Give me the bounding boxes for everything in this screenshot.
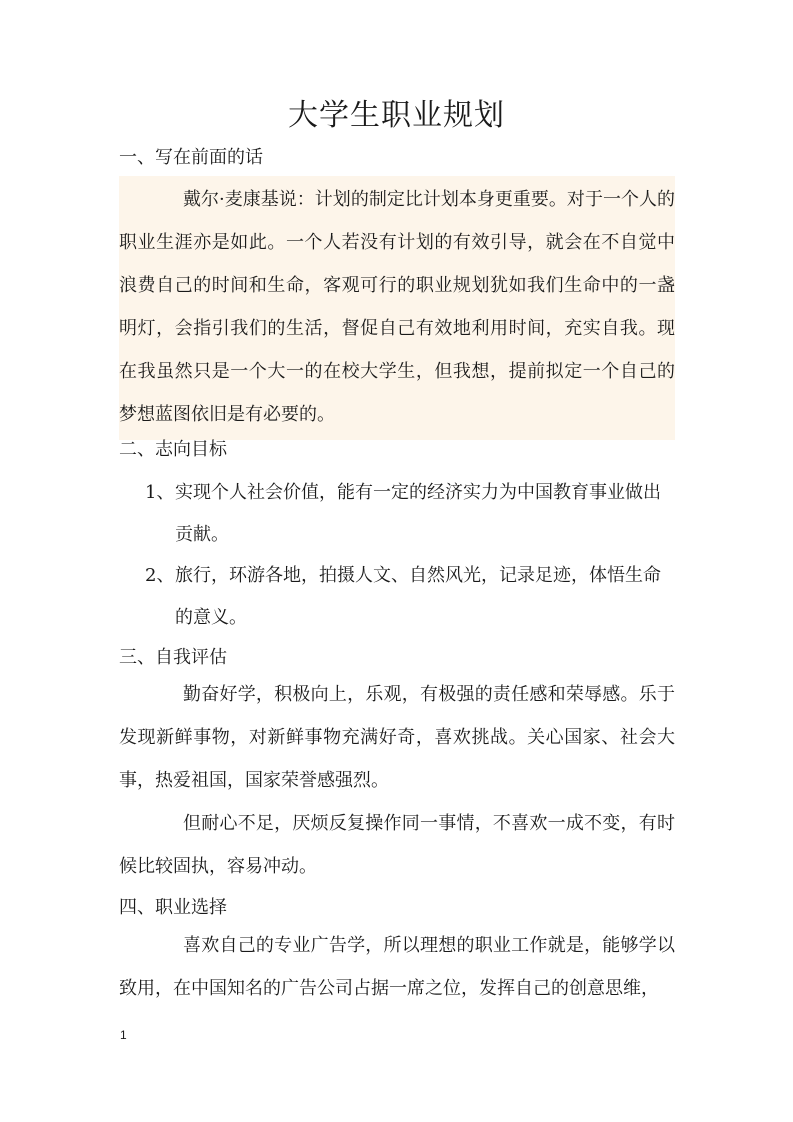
section-heading-career-choice: 四、职业选择 (119, 897, 227, 918)
goal-item-text: 实现个人社会价值，能有一定的经济实力为中国教育事业做出 (175, 482, 661, 503)
section-heading-intro: 一、写在前面的话 (119, 147, 263, 168)
section-heading-self-assessment: 三、自我评估 (119, 647, 227, 668)
goal-item-number: 2、 (145, 565, 175, 586)
career-choice-paragraph: 喜欢自己的专业广告学，所以理想的职业工作就是，能够学以致用，在中国知名的广告公司占据一席之位，发挥自己的创意思维， (119, 935, 675, 999)
goal-item-number: 1、 (145, 482, 175, 503)
self-assessment-strengths-paragraph: 勤奋好学，积极向上，乐观，有极强的责任感和荣辱感。乐于发现新鲜事物，对新鲜事物充满好奇，喜欢挑战。关心国家、社会大事，热爱祖国，国家荣誉感强烈。 (119, 684, 675, 791)
intro-paragraph: 戴尔·麦康基说：计划的制定比计划本身更重要。对于一个人的职业生涯亦是如此。一个人若没有计划的有效引导，就会在不自觉中浪费自己的时间和生命，客观可行的职业规划犹如我们生命中的一盏明灯，会指引我们的生活，督促自己有效地利用时间，充实自我。现在我虽然只是一个大一的在校大学生，但我想，提前拟定一个自己的梦想蓝图依旧是有必要的。 (119, 176, 675, 440)
goal-item-text-continued: 贡献。 (175, 524, 229, 545)
self-assessment-weaknesses-paragraph: 但耐心不足，厌烦反复操作同一事情，不喜欢一成不变，有时候比较固执，容易冲动。 (119, 813, 675, 877)
document-title: 大学生职业规划 (288, 98, 505, 133)
goal-item-text: 旅行，环游各地，拍摄人文、自然风光，记录足迹，体悟生命 (175, 565, 661, 586)
page-number: 1 (120, 1028, 127, 1042)
goal-item-1 (145, 472, 675, 556)
goal-item-text-continued: 的意义。 (175, 607, 247, 628)
goal-item-2 (145, 555, 675, 639)
section-heading-goals: 二、志向目标 (119, 439, 227, 460)
